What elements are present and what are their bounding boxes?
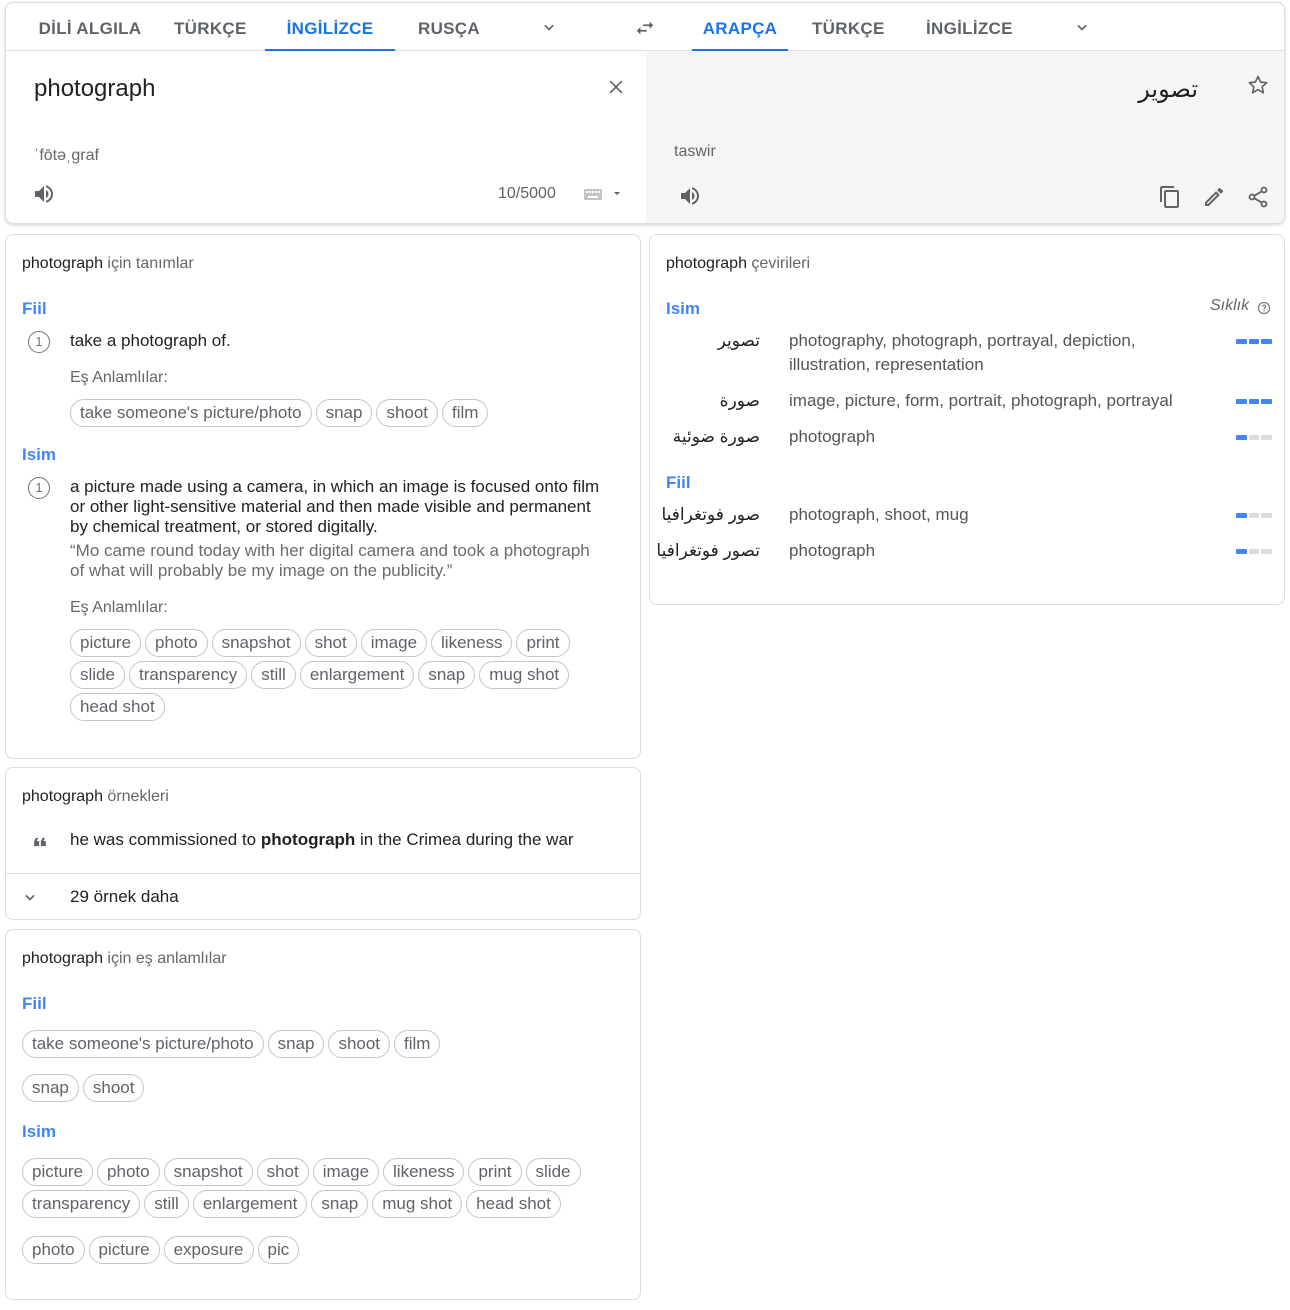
frequency-segment	[1249, 549, 1260, 554]
synonym-chip[interactable]: image	[361, 629, 427, 657]
pos-noun-label: Isim	[22, 1122, 57, 1141]
title-word: photograph	[666, 255, 747, 272]
share-icon[interactable]	[1246, 185, 1270, 209]
reverse-translations: photograph	[789, 541, 876, 560]
noun-synonym-group	[22, 1158, 622, 1218]
reverse-translations: photography, photograph, portrayal, depiction, illustration, representation	[789, 331, 1136, 374]
star-icon[interactable]	[1246, 73, 1270, 97]
noun-definition: a picture made using a camera, in which an image is focused onto film or other light-sensitive material and then made visible and permanent by chemical treatment, or stored digitally.	[70, 477, 600, 536]
character-count: 10/5000	[498, 185, 556, 202]
synonym-chip[interactable]: likeness	[431, 629, 512, 657]
synonyms-title	[22, 950, 227, 968]
synonym-chip[interactable]: photo	[22, 1236, 85, 1264]
title-suffix: çevirileri	[746, 255, 811, 272]
synonym-chip[interactable]: head shot	[70, 693, 165, 721]
source-text-input[interactable]: photograph	[34, 75, 156, 102]
synonym-chip[interactable]: picture	[89, 1236, 160, 1264]
translation-word: تصوير	[717, 331, 760, 350]
tab-target-english[interactable]	[926, 3, 1012, 51]
translation-word: تصور فوتغرافيا	[656, 541, 760, 560]
tab-label: İNGİLİZCE	[926, 19, 1013, 38]
reverse-translations: image, picture, form, portrait, photograph, portrayal	[789, 391, 1173, 410]
target-pane	[646, 51, 1285, 224]
synonym-chip[interactable]: head shot	[466, 1190, 561, 1218]
noun-synonym-chips	[70, 629, 610, 721]
frequency-segment	[1249, 339, 1260, 344]
definition-number: 1	[28, 477, 50, 499]
frequency-bar	[1236, 399, 1272, 405]
noun-example: “Mo came round today with her digital camera and took a photograph of what will probably be my image on the publicity.”	[70, 541, 590, 580]
pos-verb-label: Fiil	[22, 994, 47, 1013]
title-word: photograph	[22, 950, 103, 967]
definitions-card	[5, 234, 641, 759]
synonym-chip[interactable]: mug shot	[479, 661, 569, 689]
reverse-translations: photograph, shoot, mug	[789, 505, 969, 524]
tab-source-turkish[interactable]	[174, 3, 246, 51]
help-icon[interactable]	[1257, 301, 1271, 315]
definition-number: 1	[28, 331, 50, 353]
synonym-chip[interactable]: exposure	[164, 1236, 254, 1264]
example-highlight: photograph	[260, 830, 356, 849]
chevron-down-icon[interactable]	[1072, 17, 1092, 37]
tab-target-arabic[interactable]	[692, 3, 788, 51]
tab-label: RUSÇA	[418, 19, 480, 38]
frequency-bar	[1236, 549, 1272, 555]
synonym-chip[interactable]: snapshot	[212, 629, 301, 657]
tab-label: DİLİ ALGILA	[38, 19, 142, 38]
synonym-chip[interactable]: film	[394, 1030, 440, 1058]
synonyms-card	[5, 929, 641, 1300]
verb-definition: take a photograph of.	[70, 331, 231, 350]
more-examples-label: 29 örnek daha	[70, 887, 179, 906]
synonym-chip[interactable]: mug shot	[372, 1190, 462, 1218]
keyboard-icon[interactable]	[584, 187, 622, 203]
synonym-chip[interactable]: enlargement	[193, 1190, 308, 1218]
examples-card	[5, 767, 641, 920]
translations-card	[649, 234, 1285, 605]
synonym-chip[interactable]: image	[313, 1158, 379, 1186]
frequency-segment	[1249, 513, 1260, 518]
synonym-chip[interactable]: shot	[305, 629, 357, 657]
pos-verb-label: Fiil	[666, 473, 691, 492]
frequency-bar	[1236, 339, 1272, 345]
synonym-chip[interactable]: pic	[258, 1236, 300, 1264]
speaker-icon[interactable]	[678, 184, 702, 208]
title-word: photograph	[22, 788, 103, 805]
translate-box	[5, 2, 1285, 224]
target-transliteration: taswir	[674, 143, 716, 160]
tab-source-english[interactable]	[265, 3, 395, 51]
verb-synonym-chips	[70, 399, 630, 427]
source-phonetic: ˈfōtəˌgraf	[34, 147, 99, 164]
synonym-chip[interactable]: snap	[268, 1030, 325, 1058]
reverse-translations: photograph	[789, 427, 876, 446]
synonym-chip[interactable]: snapshot	[164, 1158, 253, 1186]
translation-word: صورة	[719, 391, 760, 410]
frequency-segment	[1261, 549, 1272, 554]
synonyms-label: Eş Anlamlılar:	[70, 599, 168, 616]
tab-source-russian[interactable]	[416, 3, 482, 51]
tab-label: İNGİLİZCE	[286, 19, 374, 38]
verb-synonym-group	[22, 1074, 622, 1102]
frequency-segment	[1236, 549, 1247, 554]
close-icon[interactable]	[606, 77, 626, 97]
synonym-chip[interactable]: photo	[97, 1158, 160, 1186]
synonym-chip[interactable]: snap	[316, 399, 373, 427]
frequency-bar	[1236, 513, 1272, 519]
synonym-chip[interactable]: shoot	[328, 1030, 390, 1058]
verb-synonym-group	[22, 1030, 622, 1058]
chevron-down-icon[interactable]	[539, 17, 559, 37]
speaker-icon[interactable]	[32, 182, 56, 206]
synonym-chip[interactable]: shoot	[376, 399, 438, 427]
title-suffix: için tanımlar	[102, 255, 194, 272]
synonym-chip[interactable]: still	[251, 661, 296, 689]
frequency-segment	[1249, 399, 1260, 404]
frequency-segment	[1261, 399, 1272, 404]
synonym-chip[interactable]: slide	[70, 661, 125, 689]
title-suffix: için eş anlamlılar	[102, 950, 227, 967]
tab-target-turkish[interactable]	[812, 3, 884, 51]
synonym-chip[interactable]: shot	[257, 1158, 309, 1186]
synonym-chip[interactable]: film	[442, 399, 488, 427]
pos-noun-label: Isim	[22, 445, 57, 464]
synonym-chip[interactable]: snap	[22, 1074, 79, 1102]
synonym-chip[interactable]: take someone's picture/photo	[70, 399, 312, 427]
synonym-chip[interactable]: enlargement	[300, 661, 415, 689]
title-word: photograph	[22, 255, 103, 272]
edit-icon[interactable]	[1202, 185, 1226, 209]
example-text: in the Crimea during the war	[355, 830, 574, 849]
example-sentence	[70, 830, 610, 850]
frequency-label: Sıklık	[1210, 297, 1250, 314]
swap-icon[interactable]	[634, 17, 656, 39]
synonym-chip[interactable]: snap	[311, 1190, 368, 1218]
target-text: تصوير	[1138, 76, 1198, 103]
synonym-chip[interactable]: shoot	[83, 1074, 145, 1102]
synonyms-label: Eş Anlamlılar:	[70, 369, 168, 386]
copy-icon[interactable]	[1158, 185, 1182, 209]
frequency-segment	[1261, 435, 1272, 440]
synonym-chip[interactable]: still	[144, 1190, 189, 1218]
pos-verb-label: Fiil	[22, 299, 47, 318]
frequency-segment	[1261, 339, 1272, 344]
language-bar	[6, 3, 1284, 51]
synonym-chip[interactable]: likeness	[383, 1158, 464, 1186]
synonym-chip[interactable]: snap	[418, 661, 475, 689]
synonym-chip[interactable]: take someone's picture/photo	[22, 1030, 264, 1058]
frequency-segment	[1236, 435, 1247, 440]
frequency-segment	[1249, 435, 1260, 440]
translations-title	[666, 255, 810, 273]
synonym-chip[interactable]: print	[468, 1158, 521, 1186]
translation-word: صورة ضوئية	[672, 427, 760, 446]
frequency-segment	[1261, 513, 1272, 518]
synonym-chip[interactable]: print	[516, 629, 569, 657]
synonym-chip[interactable]: picture	[22, 1158, 93, 1186]
frequency-bar	[1236, 435, 1272, 441]
pos-noun-label: Isim	[666, 299, 701, 318]
tab-label: TÜRKÇE	[174, 19, 247, 38]
tab-label: ARAPÇA	[702, 19, 778, 38]
examples-title	[22, 788, 169, 806]
frequency-segment	[1236, 339, 1247, 344]
title-suffix: örnekleri	[102, 788, 169, 805]
frequency-segment	[1236, 399, 1247, 404]
tab-detect-language[interactable]	[30, 3, 150, 51]
chevron-down-icon	[20, 887, 40, 907]
synonym-chip[interactable]: transparency	[129, 661, 247, 689]
synonym-chip[interactable]: transparency	[22, 1190, 140, 1218]
tab-label: TÜRKÇE	[812, 19, 885, 38]
definitions-title	[22, 255, 194, 273]
synonym-chip[interactable]: slide	[526, 1158, 581, 1186]
frequency-segment	[1236, 513, 1247, 518]
synonym-chip[interactable]: photo	[145, 629, 208, 657]
source-pane	[6, 51, 646, 224]
more-examples-button[interactable]	[6, 873, 640, 919]
example-text: he was commissioned to	[70, 830, 261, 849]
translation-word: صور فوتغرافيا	[661, 505, 760, 524]
quote-icon	[30, 832, 50, 852]
synonym-chip[interactable]: picture	[70, 629, 141, 657]
noun-synonym-group	[22, 1236, 622, 1264]
